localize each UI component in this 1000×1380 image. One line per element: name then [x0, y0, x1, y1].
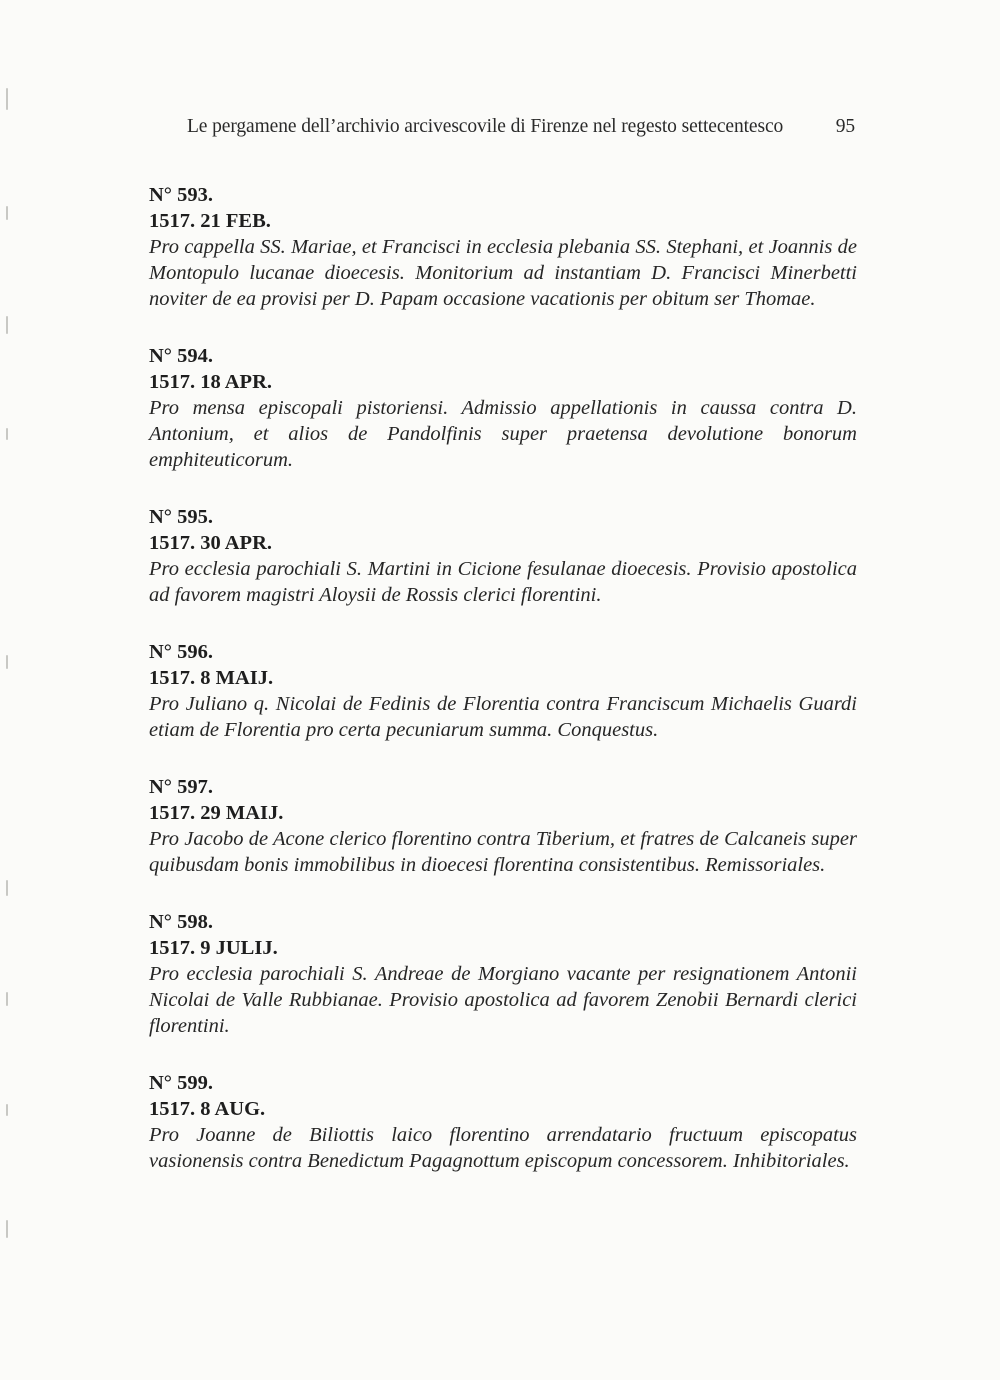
margin-mark [6, 655, 8, 669]
entry-text: Pro ecclesia parochiali S. Andreae de Morgiano vacante per resignationem Antonii Nicolai de Valle Rubbianae. Provisio apostolica ad favorem Zenobii Bernardi clerici florentini. [149, 963, 857, 1037]
entry-date: 1517. 8 MAIJ. [149, 667, 274, 689]
entry-text: Pro mensa episcopali pistoriensi. Admissio appellationis in caussa contra D. Antonium, et alios de Pandolfinis super praetensa devolutione bonorum emphiteuticorum. [149, 397, 857, 471]
entry-594 [149, 343, 857, 473]
binding-margin-marks [0, 0, 20, 1380]
entry-599 [149, 1070, 857, 1174]
entry-593 [149, 182, 857, 312]
entry-date: 1517. 18 APR. [149, 371, 272, 393]
entry-date: 1517. 21 FEB. [149, 210, 271, 232]
margin-mark [6, 1220, 8, 1238]
margin-mark [6, 88, 8, 110]
entry-number: N° 596. [149, 641, 214, 663]
entry-text: Pro ecclesia parochiali S. Martini in Cicione fesulanae dioecesis. Provisio apostolica ad favorem magistri Aloysii de Rossis clerici florentini. [149, 558, 857, 606]
entry-595 [149, 504, 857, 608]
entry-text: Pro Juliano q. Nicolai de Fedinis de Florentia contra Franciscum Michaelis Guardi etiam de Florentia pro certa pecuniarum summa. Conquestus. [149, 693, 857, 741]
margin-mark [6, 428, 8, 440]
entry-number: N° 598. [149, 911, 214, 933]
entry-596 [149, 639, 857, 743]
entry-date: 1517. 9 JULIJ. [149, 937, 278, 959]
entry-number: N° 593. [149, 184, 214, 206]
entry-date: 1517. 30 APR. [149, 532, 272, 554]
running-header [187, 116, 855, 138]
entry-text: Pro Jacobo de Acone clerico florentino contra Tiberium, et fratres de Calcaneis super quibusdam bonis immobilibus in dioecesi florentina consistentibus. Remissoriales. [149, 828, 857, 876]
entry-text: Pro Joanne de Biliottis laico florentino arrendatario fructuum episcopatus vasionensis contra Benedictum Pagagnottum episcopum concessorem. Inhibitoriales. [149, 1124, 857, 1172]
entry-number: N° 595. [149, 506, 214, 528]
header-title: Le pergamene dell’archivio arcivescovile di Firenze nel regesto settecentesco [187, 116, 784, 137]
margin-mark [6, 992, 8, 1006]
entry-text: Pro cappella SS. Mariae, et Francisci in ecclesia plebania SS. Stephani, et Joannis de Montopulo lucanae dioecesis. Monitorium ad instantiam D. Francisci Minerbetti noviter de ea provisi per D. Papam occasione vacationis per obitum ser Thomae. [149, 236, 857, 310]
regesto-entries [149, 182, 857, 1205]
margin-mark [6, 206, 8, 220]
entry-number: N° 597. [149, 776, 214, 798]
entry-598 [149, 909, 857, 1039]
entry-date: 1517. 8 AUG. [149, 1098, 266, 1120]
entry-597 [149, 774, 857, 878]
page-number: 95 [835, 116, 855, 137]
entry-number: N° 599. [149, 1072, 214, 1094]
margin-mark [6, 316, 8, 334]
entry-number: N° 594. [149, 345, 214, 367]
margin-mark [6, 1104, 8, 1116]
entry-date: 1517. 29 MAIJ. [149, 802, 284, 824]
margin-mark [6, 880, 8, 896]
